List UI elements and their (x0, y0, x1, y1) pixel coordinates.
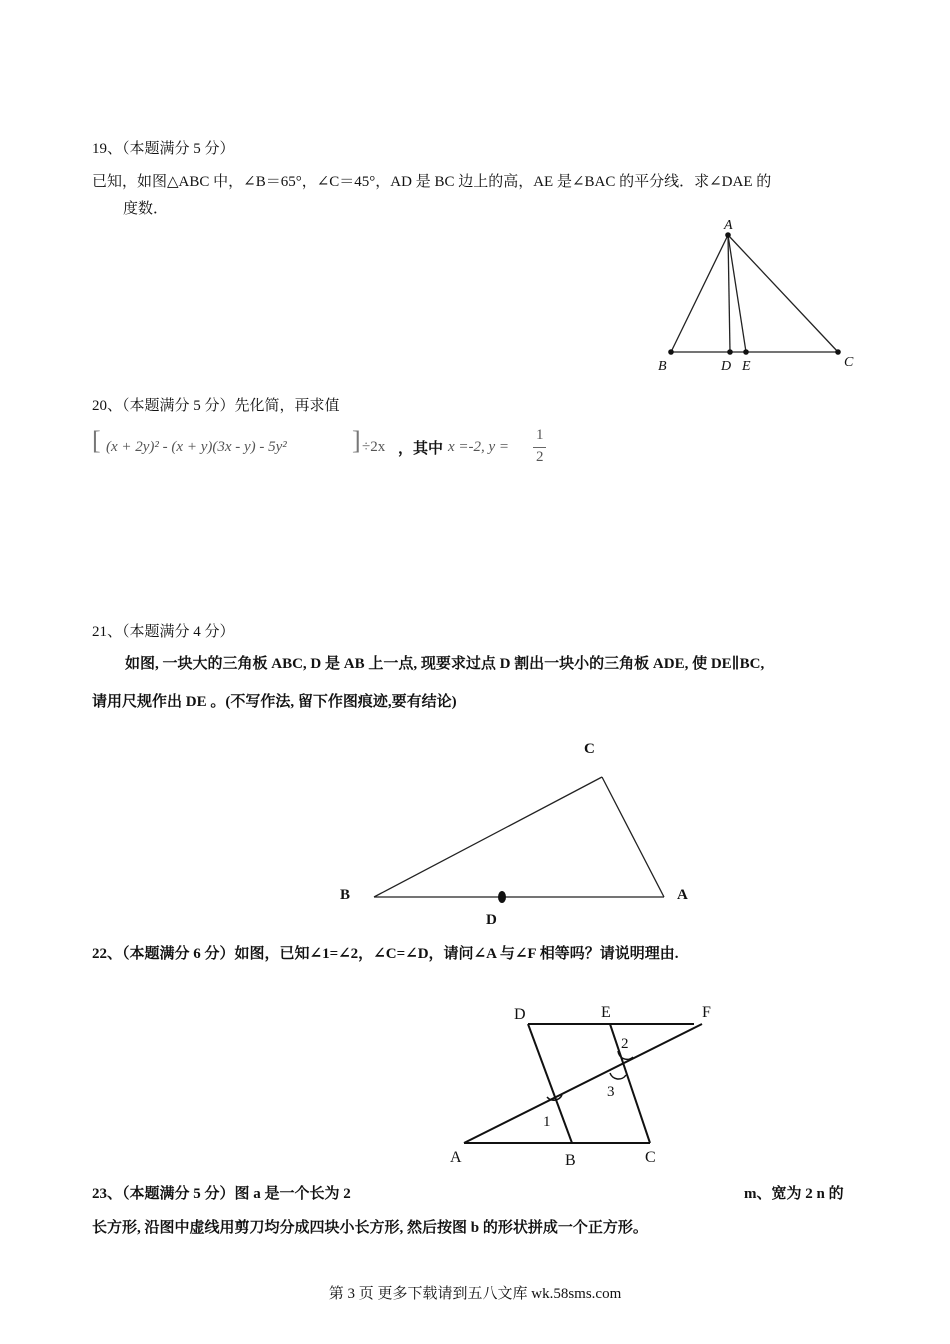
q22-header: 22、（本题满分 6 分）如图，已知∠1=∠2，∠C=∠D，请问∠A 与∠F 相等吗？请说明理由. (92, 946, 679, 962)
q22-line-af (464, 1024, 702, 1143)
q20-where: ，其中 (398, 441, 444, 457)
q22-label-angle-2: 2 (621, 1036, 629, 1052)
q20-frac-bar (533, 447, 546, 448)
q19-bisector-ae (728, 235, 746, 352)
q21-label-a: A (677, 887, 688, 903)
q19-label-e: E (742, 359, 751, 374)
q22-line-ec (610, 1024, 650, 1143)
q19-altitude-ad (728, 235, 730, 352)
q21-label-d: D (486, 912, 497, 928)
q20-header: 20、（本题满分 5 分）先化简，再求值 (92, 398, 340, 414)
q21-label-b: B (340, 887, 351, 903)
q19-side-ab (671, 235, 728, 352)
q20-cond: x =-2, y = (448, 439, 510, 455)
q21-label-c: C (584, 741, 595, 757)
q19-header: 19、（本题满分 5 分） (92, 141, 235, 157)
q22-figure (440, 995, 740, 1175)
q20-expression (92, 426, 572, 474)
q22-label-d: D (514, 1006, 526, 1023)
q20-frac-num: 1 (536, 427, 544, 443)
q19-point-a (725, 232, 731, 238)
q19-label-a: A (724, 218, 733, 233)
page-footer: 第 3 页 更多下载请到五八文库 wk.58sms.com (328, 1286, 622, 1302)
q19-label-b: B (658, 359, 667, 374)
q21-point-d (498, 891, 506, 903)
q21-line1: 如图, 一块大的三角板 ABC, D 是 AB 上一点, 现要求过点 D 割出一块小的三角板 ADE, 使 DE∥BC, (125, 656, 765, 672)
q19-line1: 已知，如图△ABC 中，∠B＝65°，∠C＝45°，AD 是 BC 边上的高，AE 是∠BAC 的平分线．求∠DAE 的 (92, 174, 772, 190)
q19-point-b (668, 349, 674, 355)
q20-expr: (x + 2y)² - (x + y)(3x - y) - 5y² (106, 439, 287, 455)
q23-header-right: m、宽为 2 n 的 (744, 1186, 844, 1202)
q23-header-left: 23、（本题满分 5 分）图 a 是一个长为 2 (92, 1186, 351, 1202)
q19-line2: 度数． (123, 201, 169, 217)
q23-line2: 长方形, 沿图中虚线用剪刀均分成四块小长方形, 然后按图 b 的形状拼成一个正方形。 (92, 1220, 648, 1236)
q22-label-angle-3: 3 (607, 1084, 615, 1100)
q19-point-c (835, 349, 841, 355)
q22-label-e: E (601, 1004, 611, 1021)
q21-triangle-figure (330, 735, 710, 930)
q19-point-e (743, 349, 749, 355)
q19-point-d (727, 349, 733, 355)
q22-label-c: C (645, 1149, 656, 1166)
q19-label-c: C (844, 355, 854, 370)
q19-triangle-figure (650, 215, 870, 380)
q19-side-ac (728, 235, 838, 352)
q20-bracket-close: ] (352, 426, 361, 455)
q21-side-ca (602, 777, 664, 897)
q22-label-b: B (565, 1152, 576, 1169)
q20-div: ÷2x (362, 439, 386, 455)
q21-side-bc (374, 777, 602, 897)
q20-frac-den: 2 (536, 449, 544, 465)
q22-label-a: A (450, 1149, 462, 1166)
q21-header: 21、（本题满分 4 分） (92, 624, 235, 640)
q20-bracket-open: [ (92, 426, 101, 455)
q19-label-d: D (721, 359, 732, 374)
q22-label-angle-1: 1 (543, 1114, 551, 1130)
q21-line2: 请用尺规作出 DE 。(不写作法, 留下作图痕迹,要有结论) (92, 694, 457, 710)
q22-label-f: F (702, 1004, 711, 1021)
q22-angle-3-arc (610, 1073, 626, 1079)
